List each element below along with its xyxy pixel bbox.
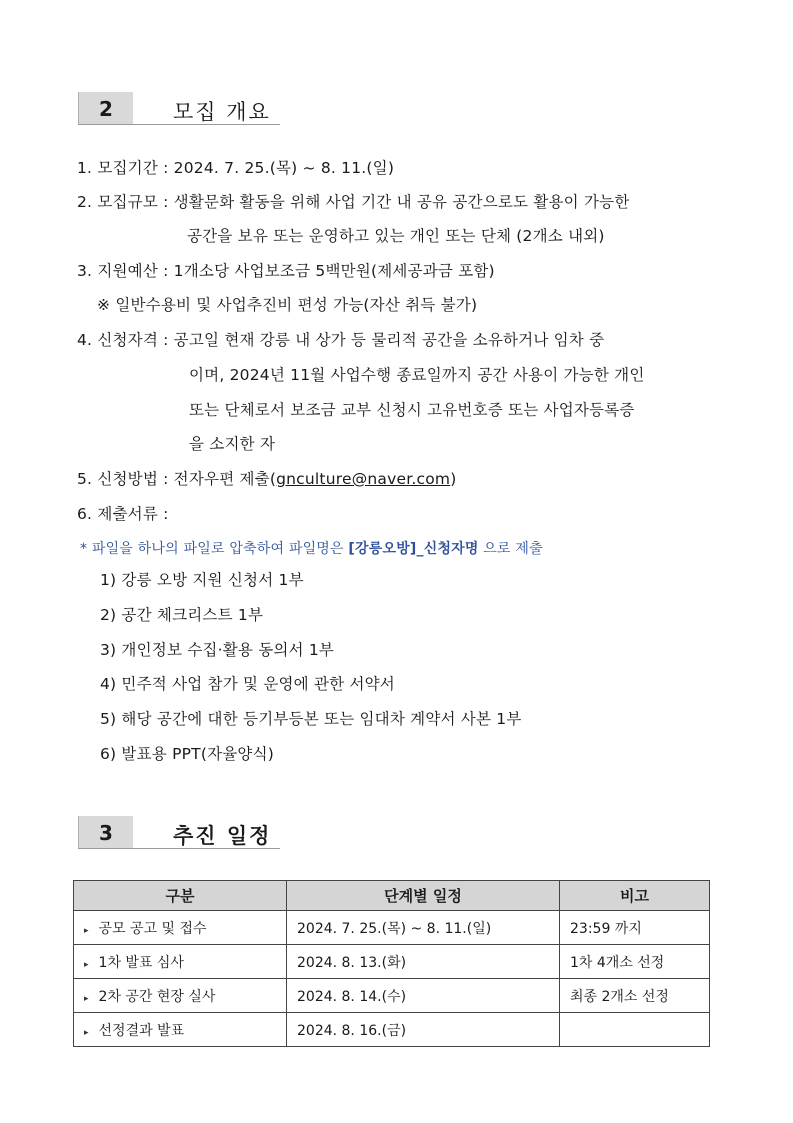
schedule-table bbox=[73, 880, 710, 1047]
stage-cell bbox=[74, 979, 287, 1013]
table-row bbox=[74, 979, 710, 1013]
note-cell bbox=[560, 1013, 710, 1047]
note-text: * 파일을 하나의 파일로 압축하여 파일명은 bbox=[80, 541, 349, 557]
budget-note: ※ 일반수용비 및 사업추진비 편성 가능(자산 취득 불가) bbox=[97, 296, 478, 314]
stage-label: 공모 공고 및 접수 bbox=[98, 920, 207, 937]
stage-cell bbox=[74, 911, 287, 945]
section-number: 2 bbox=[78, 92, 133, 125]
section-title: 모집 개요 bbox=[173, 100, 271, 124]
eligibility-line-2: 이며, 2024년 11월 사업수행 종료일까지 공간 사용이 가능한 개인 bbox=[189, 366, 645, 384]
doc-item: 5) 해당 공간에 대한 등기부등본 또는 임대차 계약서 사본 1부 bbox=[100, 710, 522, 728]
date-cell: 2024. 8. 14.(수) bbox=[287, 979, 560, 1013]
table-row bbox=[74, 945, 710, 979]
table-row bbox=[74, 911, 710, 945]
application-method-close: ) bbox=[450, 470, 457, 488]
stage-cell bbox=[74, 945, 287, 979]
triangle-bullet-icon: ▸ bbox=[84, 959, 89, 970]
doc-item: 4) 민주적 사업 참가 및 운영에 관한 서약서 bbox=[100, 675, 395, 693]
section-number: 3 bbox=[78, 816, 133, 849]
recruitment-scale: 2. 모집규모 : 생활문화 활동을 위해 사업 기간 내 공유 공간으로도 활용이 가능한 bbox=[77, 193, 630, 211]
required-documents: 6. 제출서류 : bbox=[77, 505, 169, 523]
email-link[interactable]: gnculture@naver.com bbox=[276, 470, 451, 488]
doc-item: 6) 발표용 PPT(자율양식) bbox=[100, 745, 275, 763]
application-method bbox=[77, 467, 456, 489]
table-row bbox=[74, 1013, 710, 1047]
stage-label: 선정결과 발표 bbox=[98, 1022, 185, 1039]
section-2-header bbox=[78, 92, 280, 125]
doc-item: 3) 개인정보 수집·활용 동의서 1부 bbox=[100, 641, 335, 659]
eligibility: 4. 신청자격 : 공고일 현재 강릉 내 상가 등 물리적 공간을 소유하거나 임차 중 bbox=[77, 331, 605, 349]
recruitment-scale-continued: 공간을 보유 또는 운영하고 있는 개인 또는 단체 (2개소 내외) bbox=[187, 227, 605, 245]
doc-item: 2) 공간 체크리스트 1부 bbox=[100, 606, 264, 624]
section-underline bbox=[78, 124, 280, 125]
section-3-header bbox=[78, 816, 280, 849]
application-method-text: 5. 신청방법 : 전자우편 제출( bbox=[77, 470, 277, 488]
eligibility-line-4: 을 소지한 자 bbox=[189, 435, 276, 453]
section-underline bbox=[78, 848, 280, 849]
file-naming-note bbox=[80, 538, 543, 558]
doc-item: 1) 강릉 오방 지원 신청서 1부 bbox=[100, 571, 304, 589]
section-title: 추진 일정 bbox=[173, 824, 272, 848]
support-budget: 3. 지원예산 : 1개소당 사업보조금 5백만원(제세공과금 포함) bbox=[77, 262, 495, 280]
eligibility-line-3: 또는 단체로서 보조금 교부 신청시 고유번호증 또는 사업자등록증 bbox=[189, 401, 635, 419]
note-cell: 최종 2개소 선정 bbox=[560, 979, 710, 1013]
table-header-row bbox=[74, 881, 710, 911]
stage-cell bbox=[74, 1013, 287, 1047]
date-cell: 2024. 7. 25.(목) ~ 8. 11.(일) bbox=[287, 911, 560, 945]
note-text-end: 으로 제출 bbox=[478, 541, 543, 557]
stage-label: 2차 공간 현장 실사 bbox=[98, 988, 216, 1005]
date-cell: 2024. 8. 13.(화) bbox=[287, 945, 560, 979]
note-filename: [강릉오방]_신청자명 bbox=[348, 541, 479, 557]
stage-label: 1차 발표 심사 bbox=[98, 954, 184, 971]
header-category: 구분 bbox=[74, 881, 287, 911]
triangle-bullet-icon: ▸ bbox=[84, 993, 89, 1004]
note-cell: 1차 4개소 선정 bbox=[560, 945, 710, 979]
header-remarks: 비고 bbox=[560, 881, 710, 911]
note-cell: 23:59 까지 bbox=[560, 911, 710, 945]
header-schedule: 단계별 일정 bbox=[287, 881, 560, 911]
date-cell: 2024. 8. 16.(금) bbox=[287, 1013, 560, 1047]
triangle-bullet-icon: ▸ bbox=[84, 925, 89, 936]
triangle-bullet-icon: ▸ bbox=[84, 1027, 89, 1038]
recruitment-period: 1. 모집기간 : 2024. 7. 25.(목) ~ 8. 11.(일) bbox=[77, 159, 395, 177]
